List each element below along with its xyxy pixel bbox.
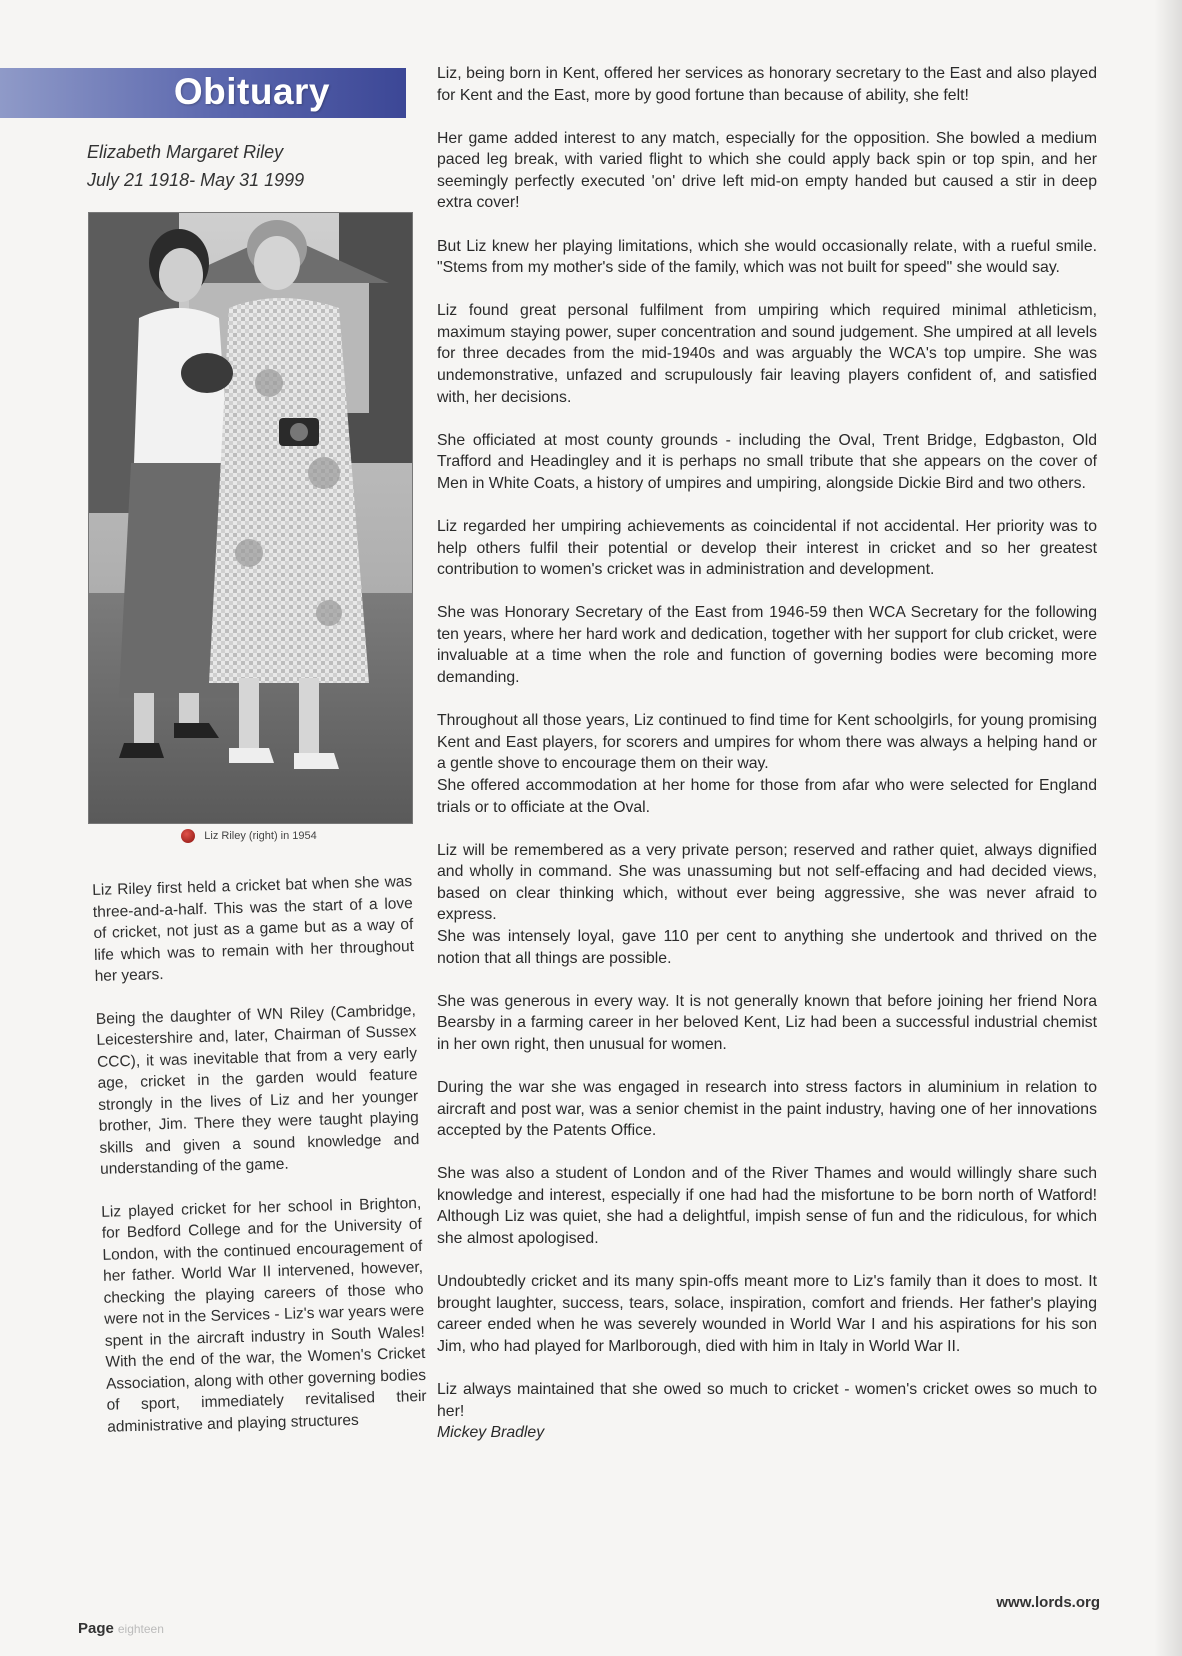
right-paragraph: During the war she was engaged in research into stress factors in aluminium in relation to aircraft and post war, was a senior chemist in the paint industry, having one of her innovations accepted by the Patents Office. xyxy=(437,1078,1097,1140)
subject-name: Elizabeth Margaret Riley xyxy=(87,142,284,162)
page-label: Page xyxy=(78,1620,114,1637)
right-paragraph: Liz found great personal fulfilment from umpiring which required minimal athleticism, maximum staying power, super concentration and sound judgement. She umpired at all levels for three decades from the mid-1940s and was arguably the WCA's top umpire. She was undemonstrative, unfazed and scrupulously fair leaving players confident of, and satisfied with, her decisions. xyxy=(437,302,1097,406)
right-column xyxy=(437,63,1097,1465)
right-paragraph: Liz, being born in Kent, offered her services as honorary secretary to the East and also played for Kent and the East, more by good fortune than because of ability, she felt! xyxy=(437,65,1097,104)
right-paragraph: She was Honorary Secretary of the East from 1946-59 then WCA Secretary for the following ten years, where her hard work and dedication, together with her support for club cricket, were invaluable at a time when the role and function of governing bodies were becoming more demanding. xyxy=(437,604,1097,687)
right-paragraph: Liz regarded her umpiring achievements as coincidental if not accidental. Her priority was to help others fulfil their potential or develop their interest in cricket and so her greatest contribution to women's cricket was in administration and development. xyxy=(437,518,1097,579)
page-number xyxy=(78,1620,164,1637)
right-paragraph: Liz always maintained that she owed so much to cricket - women's cricket owes so much to her! xyxy=(437,1381,1097,1420)
right-paragraph: Her game added interest to any match, especially for the opposition. She bowled a medium paced leg break, with varied flight to which she could apply back spin or top spin, and her seemingly perfectly executed 'on' drive left mid-on empty handed but caused a stir in deep extra cover! xyxy=(437,129,1097,212)
footer-website: www.lords.org xyxy=(996,1594,1100,1611)
author-signature: Mickey Bradley xyxy=(437,1424,545,1442)
right-paragraph: Undoubtedly cricket and its many spin-offs meant more to Liz's family than it does to most. It brought laughter, success, tears, solace, inspiration, comfort and friends. Her father's playing career ended when he was severely wounded in World War I and his aspirations for his son Jim, who had played for Marlborough, died with him in Italy in World War II. xyxy=(437,1273,1097,1355)
page-edge-shadow xyxy=(1154,0,1182,1656)
portrait-photo xyxy=(88,212,413,824)
right-paragraph: She was generous in every way. It is not generally known that before joining her friend Nora Bearsby in a farming career in her beloved Kent, Liz had been a successful industrial chemist in her own right, then unusual for women. xyxy=(437,992,1097,1053)
left-paragraph: Liz Riley first held a cricket bat when she was three-and-a-half. This was the start of a love of cricket, not just as a game but as a way of life which was to remain with her throughout her years. xyxy=(92,873,415,985)
page-word: eighteen xyxy=(117,1622,164,1636)
right-paragraph: She officiated at most county grounds - including the Oval, Trent Bridge, Edgbaston, Old Trafford and Headingley and it is perhaps no small tribute that she appears on the cover of Men in White Coats, a history of umpires and umpiring, alongside Dickie Bird and two others. xyxy=(437,431,1097,492)
photo-caption xyxy=(0,829,498,843)
caption-bullet-icon xyxy=(181,829,195,843)
subject-block xyxy=(87,138,407,194)
left-column xyxy=(92,871,428,1459)
left-paragraph: Being the daughter of WN Riley (Cambridge, Leicestershire and, later, Chairman of Sussex CCC), it was inevitable that from a very early age, cricket in the garden would feature strongly in the lives of Liz and her younger brother, Jim. There they were taught playing skills and given a sound knowledge and understanding of the game. xyxy=(95,1001,420,1178)
right-paragraph: But Liz knew her playing limitations, which she would occasionally relate, with a rueful smile. "Stems from my mother's side of the family, which was not built for speed" she would say. xyxy=(437,237,1097,277)
photo-caption-text: Liz Riley (right) in 1954 xyxy=(204,830,317,842)
page-title: Obituary xyxy=(173,71,330,112)
right-paragraph: She was intensely loyal, gave 110 per cent to anything she undertook and thrived on the notion that all things are possible. xyxy=(437,928,1097,967)
obituary-banner xyxy=(0,68,406,118)
right-paragraph: She was also a student of London and of the River Thames and would willingly share such knowledge and interest, especially if one had had the misfortune to be born north of Watford! Although Liz was quiet, she had a delightful, impish sense of fun and the ridiculous, for which she almost apologised. xyxy=(437,1165,1097,1248)
subject-dates: July 21 1918- May 31 1999 xyxy=(87,170,305,190)
portrait-photo-image xyxy=(89,213,412,823)
left-paragraph: Liz played cricket for her school in Brighton, for Bedford College and for the University of London, with the continued encouragement of her father. World War II intervened, however, checking the playing careers of those who were not in the Services - Liz's war years were spent in the aircraft industry in South Wales! With the end of the war, the Women's Cricket Association, along with other governing bodies of sport, immediately revitalised their administrative and playing structures xyxy=(101,1194,427,1436)
right-paragraph: She offered accommodation at her home for those from afar who were selected for England trials or to officiate at the Oval. xyxy=(437,776,1097,816)
right-paragraph: Throughout all those years, Liz continued to find time for Kent schoolgirls, for young promising Kent and East players, for scorers and umpires for whom there was always a helping hand or a gentle shove to encourage them on their way. xyxy=(437,712,1097,773)
right-paragraph: Liz will be remembered as a very private person; reserved and rather quiet, always dignified and wholly in command. She was unassuming but not self-effacing and had decided views, based on clear thinking which, without ever being aggressive, she was never afraid to express. xyxy=(437,841,1097,924)
